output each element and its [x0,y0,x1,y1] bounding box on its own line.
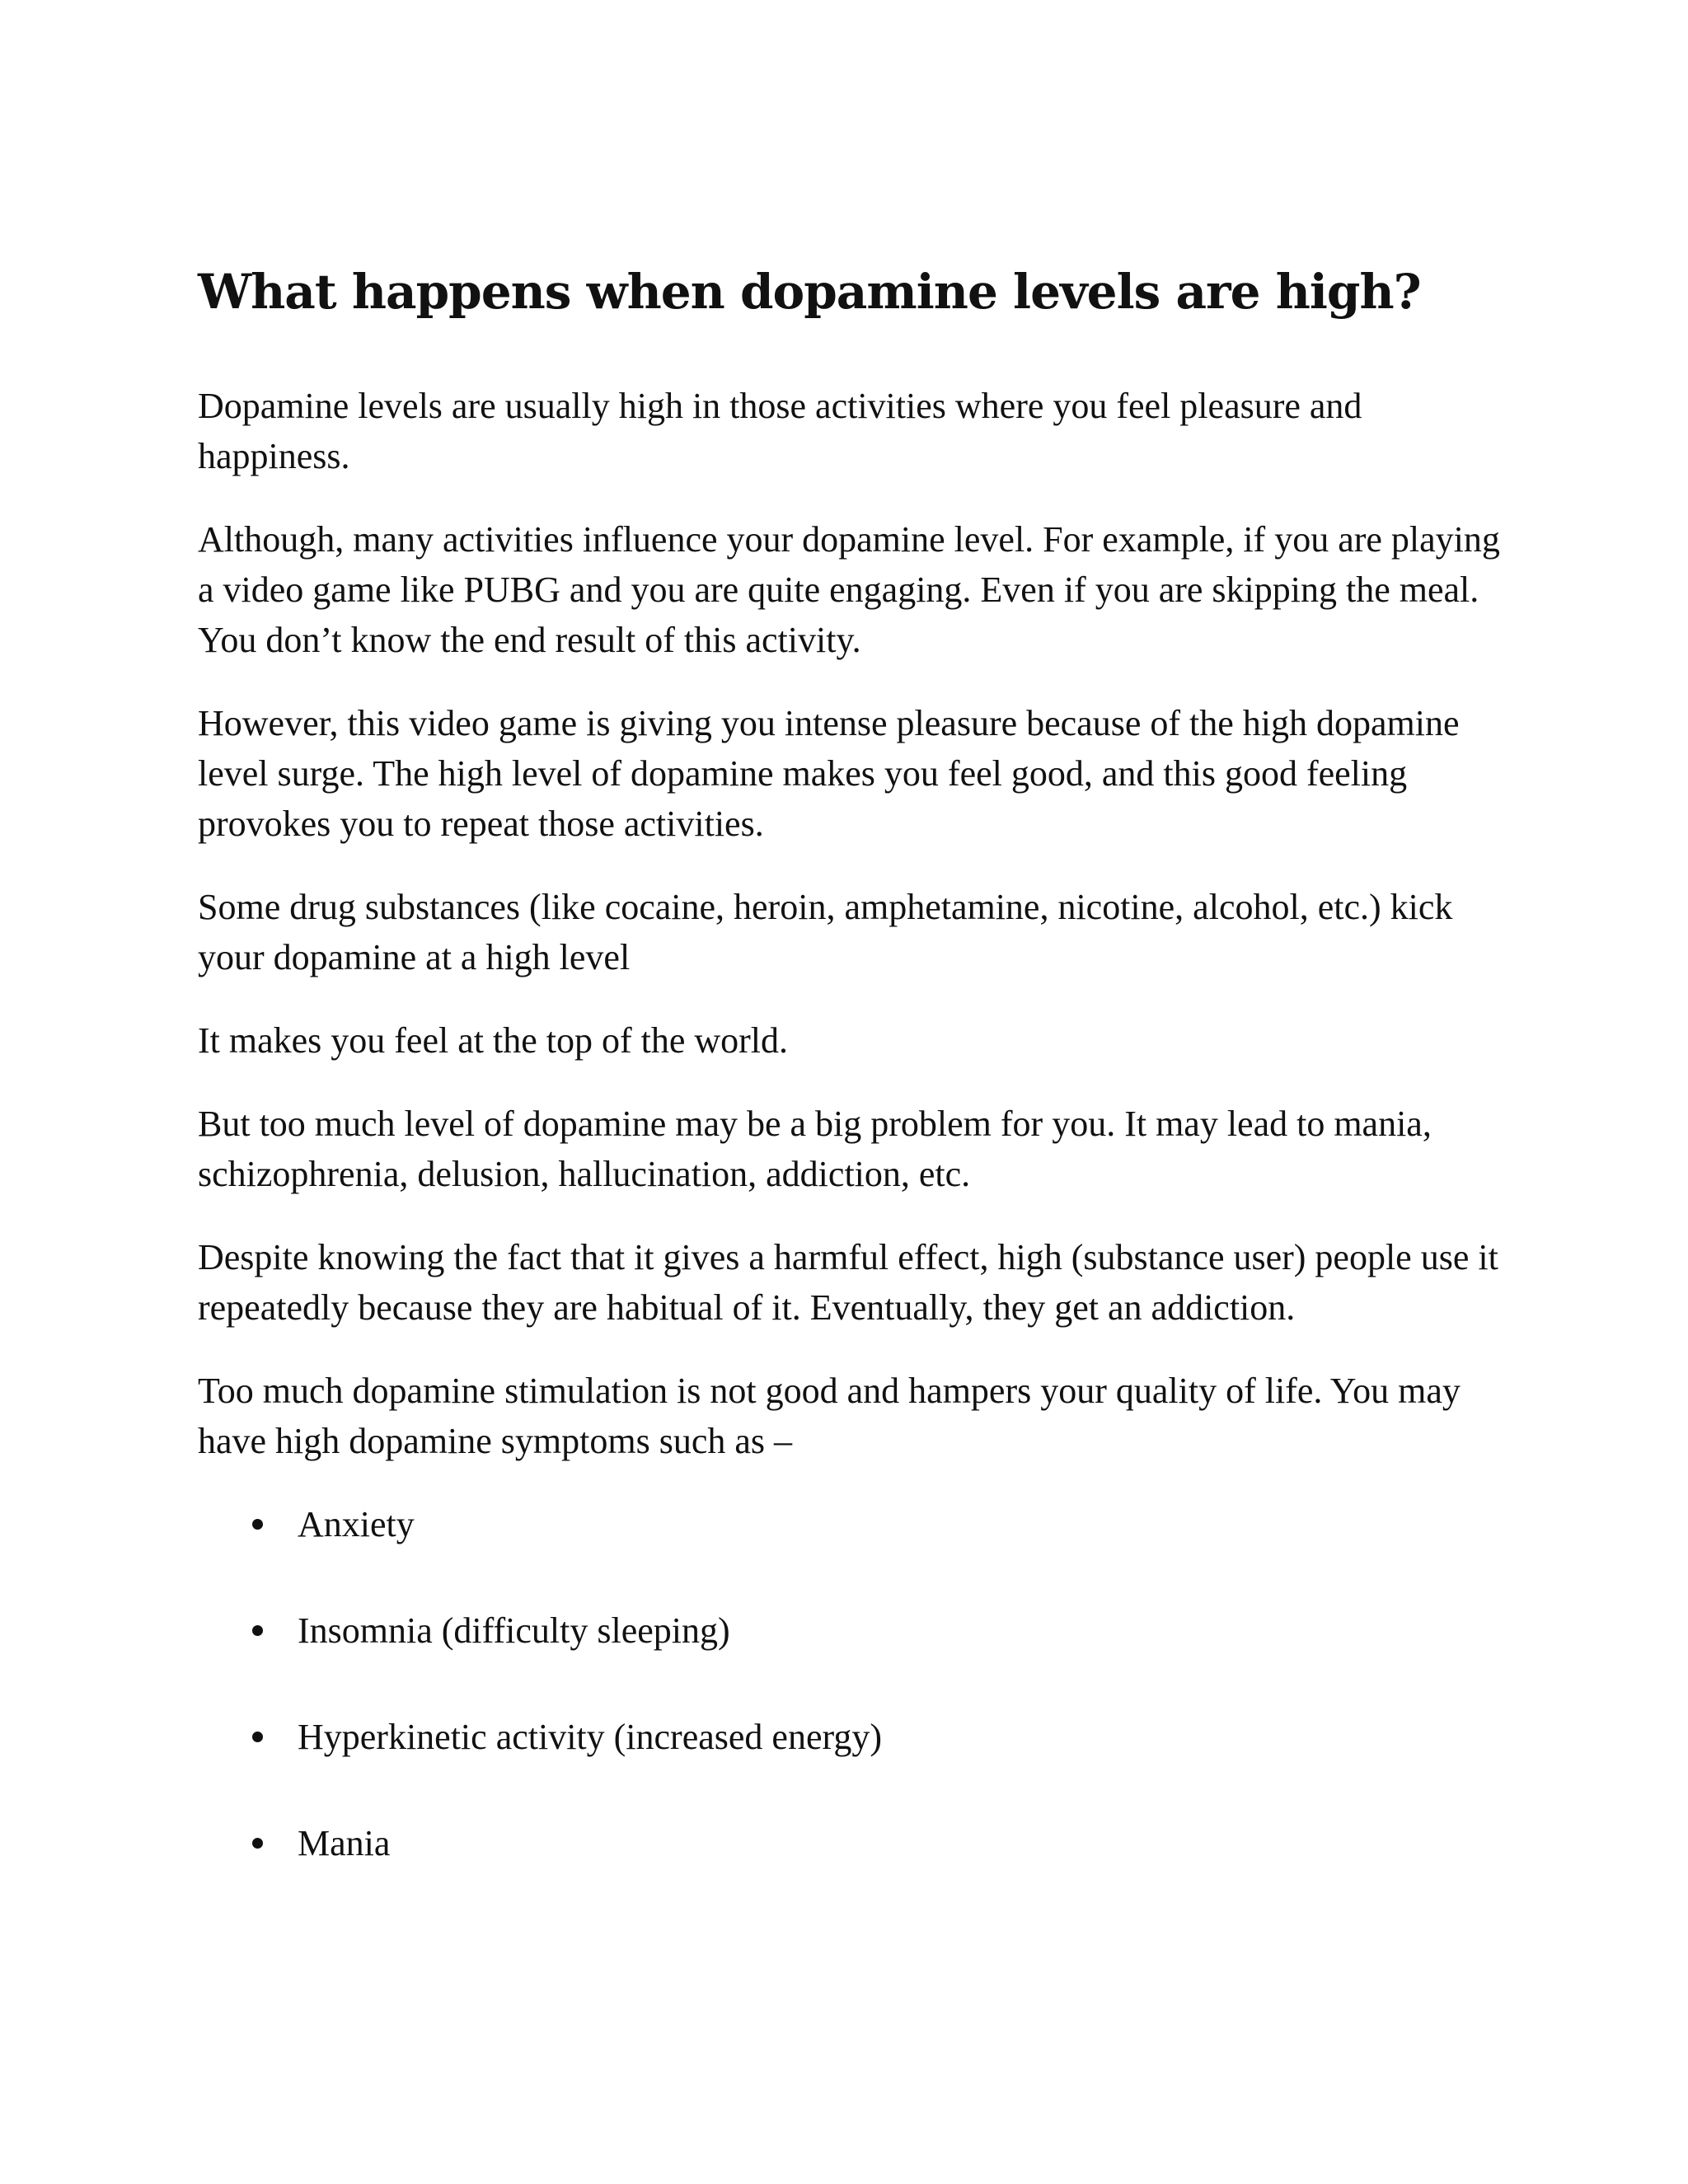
article-body [198,264,1508,1924]
paragraph-video-game: Although, many activities influence your dopamine level. For example, if you are playing a video game like PUBG and you are quite engaging. Even if you are skipping the meal. You don’t know the end result of this activity. [198,518,1500,660]
list-item [198,1605,1508,1656]
paragraph-drug-substances: Some drug substances (like cocaine, heroin, amphetamine, nicotine, alcohol, etc.) kick your dopamine at a high level [198,886,1453,977]
bullet-icon [252,1732,263,1742]
bullet-icon [252,1625,263,1636]
list-item [198,1818,1508,1868]
bullet-icon [252,1519,263,1530]
paragraph-addiction: Despite knowing the fact that it gives a harmful effect, high (substance user) people use it repeatedly because they are habitual of it. Eventually, they get an addiction. [198,1236,1498,1328]
paragraph-symptoms-intro: Too much dopamine stimulation is not good and hampers your quality of life. You may have high dopamine symptoms such as – [198,1370,1461,1461]
paragraph-pleasure: Dopamine levels are usually high in those activities where you feel pleasure and happiness. [198,385,1362,476]
bullet-icon [252,1838,263,1849]
list-item-text: Anxiety [298,1503,415,1544]
list-item [198,1712,1508,1762]
paragraph-top-of-world: It makes you feel at the top of the world. [198,1019,789,1061]
list-item [198,1499,1508,1549]
paragraph-intense-pleasure: However, this video game is giving you intense pleasure because of the high dopamine level surge. The high level of dopamine makes you feel good, and this good feeling provokes you to repeat those activities. [198,702,1460,844]
paragraph-too-much-dopamine: But too much level of dopamine may be a big problem for you. It may lead to mania, schizophrenia, delusion, hallucination, addiction, etc. [198,1103,1432,1194]
list-item-text: Mania [298,1822,391,1863]
list-item-text: Hyperkinetic activity (increased energy) [298,1716,882,1757]
article-title: What happens when dopamine levels are high? [198,264,1421,320]
symptom-list [198,1499,1508,1868]
list-item-text: Insomnia (difficulty sleeping) [298,1610,730,1651]
